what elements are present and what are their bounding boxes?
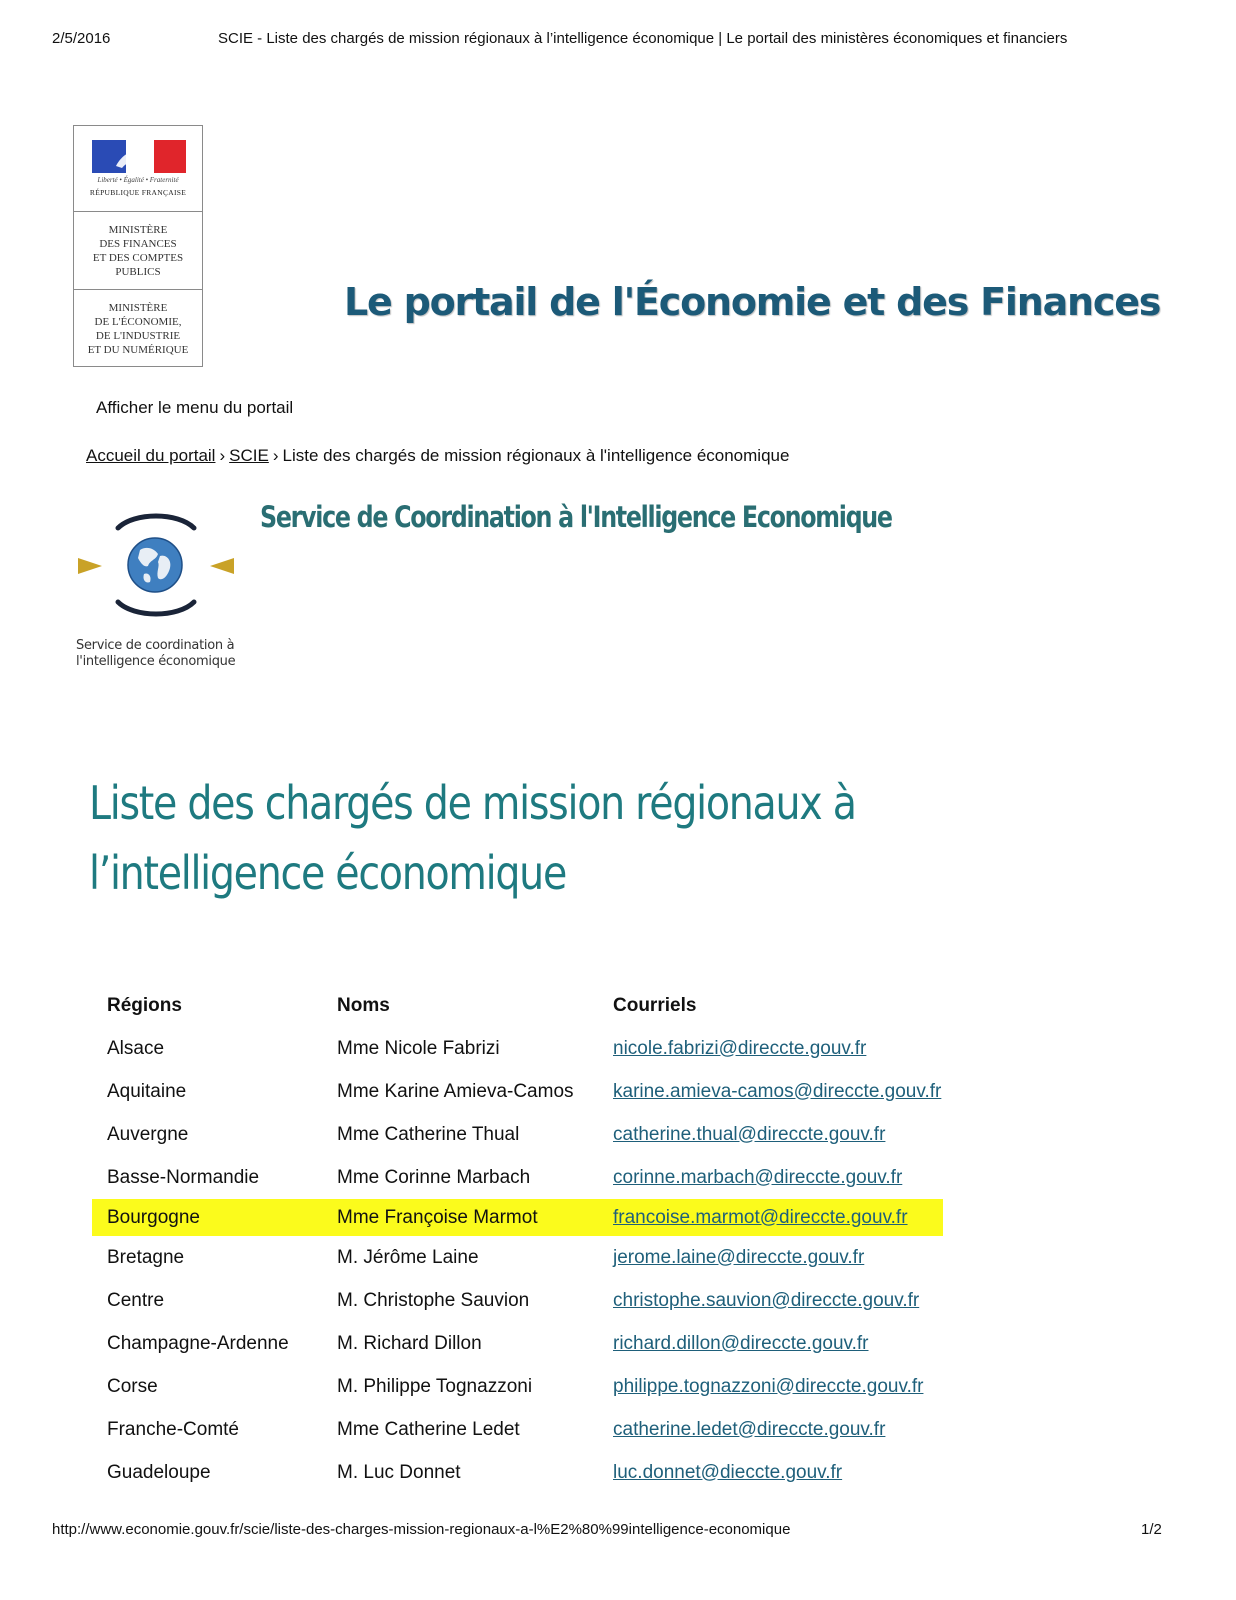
email-link[interactable]: philippe.tognazzoni@direccte.gouv.fr [613, 1375, 924, 1397]
print-footer-url: http://www.economie.gouv.fr/scie/liste-des-charges-mission-regionaux-a-l%E2%80%99intelligence-economique [52, 1521, 791, 1538]
table-row [92, 1113, 943, 1156]
column-header-names: Noms [337, 994, 390, 1016]
print-page-title: SCIE - Liste des chargés de mission régionaux à l’intelligence économique | Le portail des ministères économiques et financiers [218, 30, 1068, 47]
email-link[interactable]: francoise.marmot@direccte.gouv.fr [613, 1206, 908, 1228]
page-title: Liste des chargés de mission régionaux à l’intelligence économique [89, 776, 856, 900]
name-cell: Mme Nicole Fabrizi [337, 1037, 500, 1059]
scie-logo-caption: Service de coordination à l'intelligence économique [76, 638, 236, 669]
region-cell: Alsace [107, 1037, 165, 1059]
name-cell: Mme Karine Amieva-Camos [337, 1080, 574, 1102]
email-cell [613, 1279, 943, 1322]
email-cell [613, 1408, 943, 1451]
email-link[interactable]: karine.amieva-camos@direccte.gouv.fr [613, 1080, 942, 1102]
ministry-finances-label: MINISTÈRE DES FINANCES ET DES COMPTES PUBLICS [92, 223, 184, 278]
table-row [92, 1199, 943, 1236]
email-cell [613, 1113, 943, 1156]
breadcrumb-scie-link[interactable]: SCIE [229, 446, 269, 465]
portal-title[interactable]: Le portail de l'Économie et des Finances [344, 280, 1161, 324]
breadcrumb-current: Liste des chargés de mission régionaux à l'intelligence économique [282, 446, 790, 465]
email-link[interactable]: christophe.sauvion@direccte.gouv.fr [613, 1289, 920, 1311]
ministry-economy-label: MINISTÈRE DE L'ÉCONOMIE, DE L'INDUSTRIE ET DU NUMÉRIQUE [87, 302, 189, 356]
name-cell: M. Philippe Tognazzoni [337, 1375, 533, 1397]
email-cell [613, 1156, 943, 1199]
name-cell: Mme Catherine Ledet [337, 1418, 520, 1440]
show-portal-menu-link[interactable]: Afficher le menu du portail [96, 398, 294, 417]
region-cell: Auvergne [107, 1123, 189, 1145]
breadcrumb-separator: › [219, 446, 226, 465]
name-cell: Mme Corinne Marbach [337, 1166, 531, 1188]
regional-contacts-table [92, 984, 943, 1494]
region-cell: Bretagne [107, 1246, 185, 1268]
marianne-logo [74, 126, 202, 212]
print-page-number: 1/2 [1141, 1521, 1162, 1538]
region-cell: Corse [107, 1375, 158, 1397]
email-cell [613, 1070, 943, 1113]
name-cell: Mme Catherine Thual [337, 1123, 520, 1145]
scie-title: Service de Coordination à l'Intelligence Economique [260, 500, 892, 534]
table-row [92, 1451, 943, 1494]
table-row [92, 1408, 943, 1451]
column-header-regions: Régions [107, 994, 182, 1016]
email-link[interactable]: catherine.thual@direccte.gouv.fr [613, 1123, 886, 1145]
table-row [92, 1070, 943, 1113]
email-link[interactable]: luc.donnet@dieccte.gouv.fr [613, 1461, 843, 1483]
email-cell [613, 1027, 943, 1070]
table-row [92, 1322, 943, 1365]
region-cell: Champagne-Ardenne [107, 1332, 289, 1354]
name-cell: M. Luc Donnet [337, 1461, 461, 1483]
republic-name: RÉPUBLIQUE FRANÇAISE [89, 188, 187, 197]
name-cell: M. Christophe Sauvion [337, 1289, 530, 1311]
table-row [92, 1156, 943, 1199]
email-link[interactable]: corinne.marbach@direccte.gouv.fr [613, 1166, 903, 1188]
region-cell: Guadeloupe [107, 1461, 211, 1483]
email-cell [613, 1365, 943, 1408]
email-cell [613, 1236, 943, 1279]
email-link[interactable]: nicole.fabrizi@direccte.gouv.fr [613, 1037, 867, 1059]
table-header-row [92, 984, 943, 1027]
name-cell: Mme Françoise Marmot [337, 1199, 613, 1236]
republic-motto: Liberté • Égalité • Fraternité [97, 176, 179, 184]
email-cell [613, 1199, 943, 1236]
table-row [92, 1236, 943, 1279]
region-cell: Aquitaine [107, 1080, 187, 1102]
print-date: 2/5/2016 [52, 30, 111, 47]
table-row [92, 1365, 943, 1408]
breadcrumb-separator: › [272, 446, 279, 465]
email-cell [613, 1451, 943, 1494]
ministry-logo[interactable] [73, 125, 203, 367]
email-link[interactable]: jerome.laine@direccte.gouv.fr [613, 1246, 865, 1268]
french-flag-icon [92, 140, 186, 173]
region-cell: Basse-Normandie [107, 1166, 260, 1188]
region-cell: Bourgogne [92, 1199, 337, 1236]
breadcrumb [86, 446, 789, 466]
name-cell: M. Richard Dillon [337, 1332, 482, 1354]
table-row [92, 1027, 943, 1070]
name-cell: M. Jérôme Laine [337, 1246, 479, 1268]
email-cell [613, 1322, 943, 1365]
region-cell: Centre [107, 1289, 165, 1311]
breadcrumb-home-link[interactable]: Accueil du portail [86, 446, 216, 465]
email-link[interactable]: richard.dillon@direccte.gouv.fr [613, 1332, 869, 1354]
table-row [92, 1279, 943, 1322]
email-link[interactable]: catherine.ledet@direccte.gouv.fr [613, 1418, 886, 1440]
region-cell: Franche-Comté [107, 1418, 239, 1440]
column-header-emails: Courriels [613, 994, 697, 1016]
